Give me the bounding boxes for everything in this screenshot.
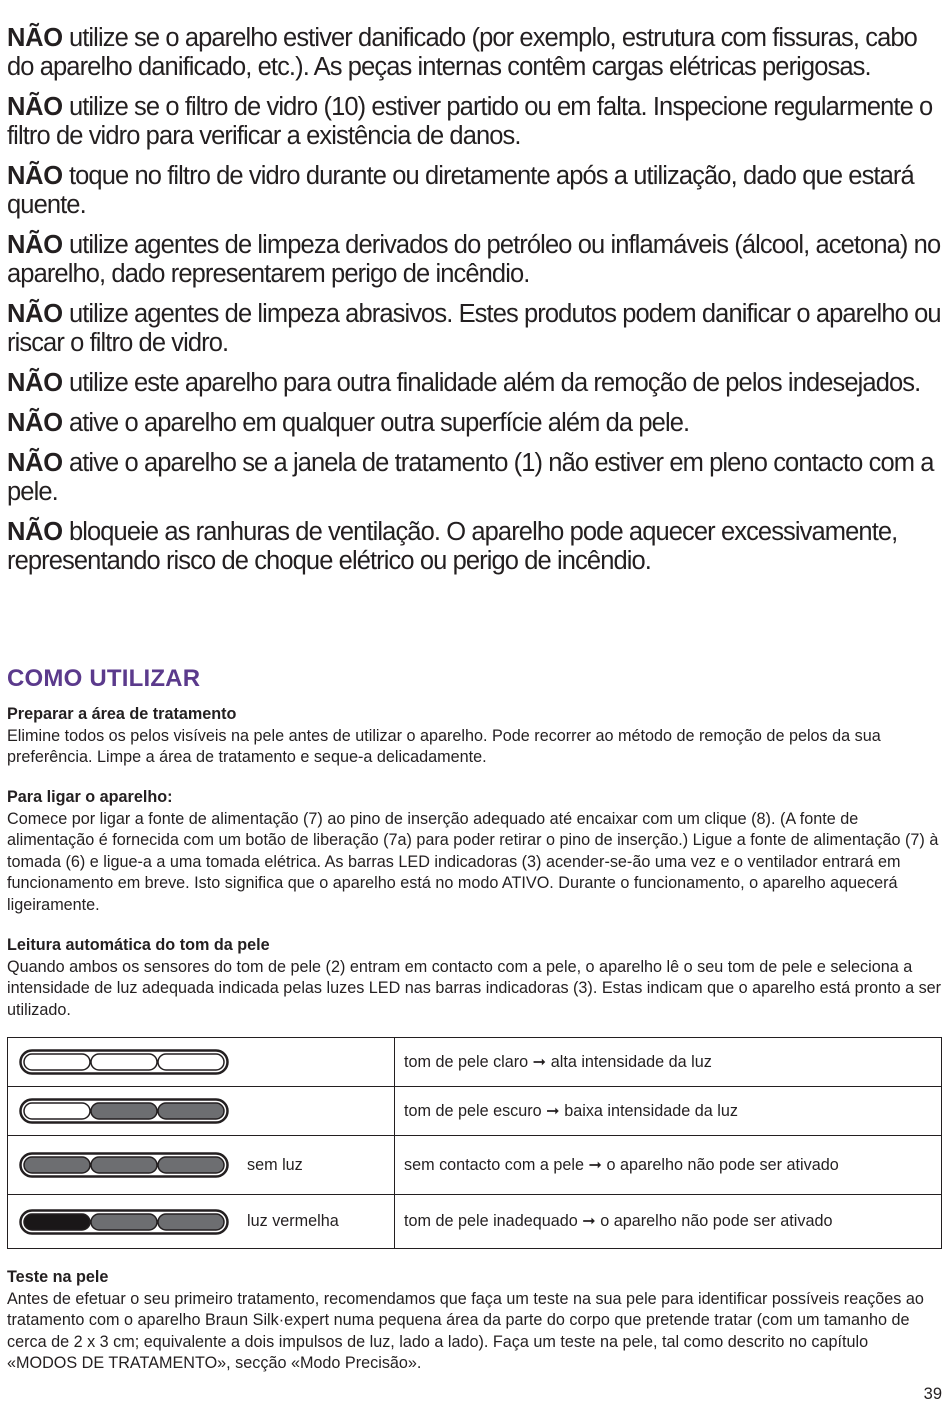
table-row xyxy=(8,1195,942,1249)
led-description: tom de pele escuro ➞ baixa intensidade da luz xyxy=(395,1087,942,1136)
led-description: sem contacto com a pele ➞ o aparelho não pode ser ativado xyxy=(395,1136,942,1195)
led-segment xyxy=(91,1157,157,1173)
led-bar-icon xyxy=(19,1209,229,1235)
warning-lead: NÃO xyxy=(7,518,63,546)
led-segment xyxy=(158,1214,224,1230)
led-segment xyxy=(24,1054,90,1070)
warning-item xyxy=(7,449,947,507)
led-bar-icon xyxy=(19,1098,229,1124)
warning-text: utilize agentes de limpeza derivados do petróleo ou inflamáveis (álcool, acetona) no aparelho, dado representarem perigo de incêndio. xyxy=(7,231,941,288)
led-description: tom de pele inadequado ➞ o aparelho não pode ser ativado xyxy=(395,1195,942,1249)
warning-lead: NÃO xyxy=(7,300,63,328)
warnings-list xyxy=(7,24,947,587)
section-body: Elimine todos os pelos visíveis na pele antes de utilizar o aparelho. Pode recorrer ao método de remoção de pelos da sua preferência. Limpe a área de tratamento e seque-a delicadamente. xyxy=(7,726,881,766)
section-power-on xyxy=(7,787,942,916)
warning-lead: NÃO xyxy=(7,24,63,52)
warning-lead: NÃO xyxy=(7,369,63,397)
led-label: luz vermelha xyxy=(247,1212,339,1230)
section-subtitle: Preparar a área de tratamento xyxy=(7,705,237,723)
warning-item xyxy=(7,162,947,220)
warning-text: bloqueie as ranhuras de ventilação. O aparelho pode aquecer excessivamente, representando risco de choque elétrico ou perigo de incêndio. xyxy=(7,518,898,575)
warning-item xyxy=(7,231,947,289)
section-body: Comece por ligar a fonte de alimentação (7) ao pino de inserção adequado até encaixar com um clique (8). (A fonte de alimentação é fornecida com um botão de liberação (7a) para poder retirar o pino de inserção.) Ligue a fonte de alimentação (7) à tomada (6) e ligue-a a uma tomada elétrica. As barras LED indicadoras (3) acender-se-ão uma vez e o ventilador entrará em funcionamento em breve. Isto significa que o aparelho está no modo ATIVO. Durante o funcionamento, o aparelho aquecerá ligeiramente. xyxy=(7,809,939,914)
led-segment xyxy=(24,1214,90,1230)
section-skin-test xyxy=(7,1267,942,1375)
led-segment xyxy=(158,1157,224,1173)
led-segment xyxy=(24,1103,90,1119)
led-bar-icon xyxy=(19,1049,229,1075)
led-label: sem luz xyxy=(247,1155,303,1174)
warning-text: ative o aparelho em qualquer outra superfície além da pele. xyxy=(62,409,690,437)
led-cell xyxy=(8,1087,395,1136)
section-heading: COMO UTILIZAR xyxy=(7,665,201,692)
table-row xyxy=(8,1136,942,1195)
led-bar-icon xyxy=(19,1152,229,1178)
warning-lead: NÃO xyxy=(7,162,63,190)
led-segment xyxy=(24,1157,90,1173)
section-subtitle: Teste na pele xyxy=(7,1268,109,1286)
warning-lead: NÃO xyxy=(7,449,63,477)
warning-text: utilize este aparelho para outra finalidade além da remoção de pelos indesejados. xyxy=(62,369,921,397)
warning-text: toque no filtro de vidro durante ou diretamente após a utilização, dado que estará quente. xyxy=(7,162,914,219)
led-cell xyxy=(8,1195,395,1249)
warning-lead: NÃO xyxy=(7,409,63,437)
section-subtitle: Leitura automática do tom da pele xyxy=(7,936,270,954)
table-row xyxy=(8,1038,942,1087)
warning-item xyxy=(7,518,947,576)
section-skin-tone-reading xyxy=(7,935,942,1021)
led-segment xyxy=(158,1103,224,1119)
warning-text: ative o aparelho se a janela de tratamento (1) não estiver em pleno contacto com a pele. xyxy=(7,449,934,506)
section-subtitle: Para ligar o aparelho: xyxy=(7,788,173,806)
led-segment xyxy=(91,1054,157,1070)
led-description: tom de pele claro ➞ alta intensidade da luz xyxy=(395,1038,942,1087)
section-prepare xyxy=(7,704,942,769)
warning-lead: NÃO xyxy=(7,93,63,121)
led-cell xyxy=(8,1038,395,1087)
led-segment xyxy=(158,1054,224,1070)
led-segment xyxy=(91,1103,157,1119)
warning-item xyxy=(7,93,947,151)
warning-item xyxy=(7,24,947,82)
warning-text: utilize se o aparelho estiver danificado (por exemplo, estrutura com fissuras, cabo do aparelho danificado, etc.). As peças internas contêm cargas elétricas perigosas. xyxy=(7,24,917,81)
page-number: 39 xyxy=(923,1385,942,1403)
warning-lead: NÃO xyxy=(7,231,63,259)
section-body: Antes de efetuar o seu primeiro tratamento, recomendamos que faça um teste na sua pele para identificar possíveis reações ao tratamento com o aparelho Braun Silk·expert numa pequena área da parte do corpo que pretende tratar (com um tamanho de cerca de 2 x 3 cm; equivalente a dois impulsos de luz, lado a lado). Faça um teste na pele, tal como descrito no capítulo «MODOS DE TRATAMENTO», secção «Modo Precisão». xyxy=(7,1289,924,1372)
warning-item xyxy=(7,300,947,358)
warning-item xyxy=(7,369,947,398)
led-indicator-table xyxy=(7,1037,942,1249)
table-row xyxy=(8,1087,942,1136)
warning-item xyxy=(7,409,947,438)
warning-text: utilize se o filtro de vidro (10) estiver partido ou em falta. Inspecione regularmente o filtro de vidro para verificar a existência de danos. xyxy=(7,93,933,150)
led-cell xyxy=(8,1136,395,1195)
warning-text: utilize agentes de limpeza abrasivos. Estes produtos podem danificar o aparelho ou riscar o filtro de vidro. xyxy=(7,300,941,357)
led-segment xyxy=(91,1214,157,1230)
section-body: Quando ambos os sensores do tom de pele (2) entram em contacto com a pele, o aparelho lê o seu tom de pele e seleciona a intensidade de luz adequada indicada pelas luzes LED nas barras indicadoras (3). Estas indicam que o aparelho está pronto a ser utilizado. xyxy=(7,957,942,1019)
